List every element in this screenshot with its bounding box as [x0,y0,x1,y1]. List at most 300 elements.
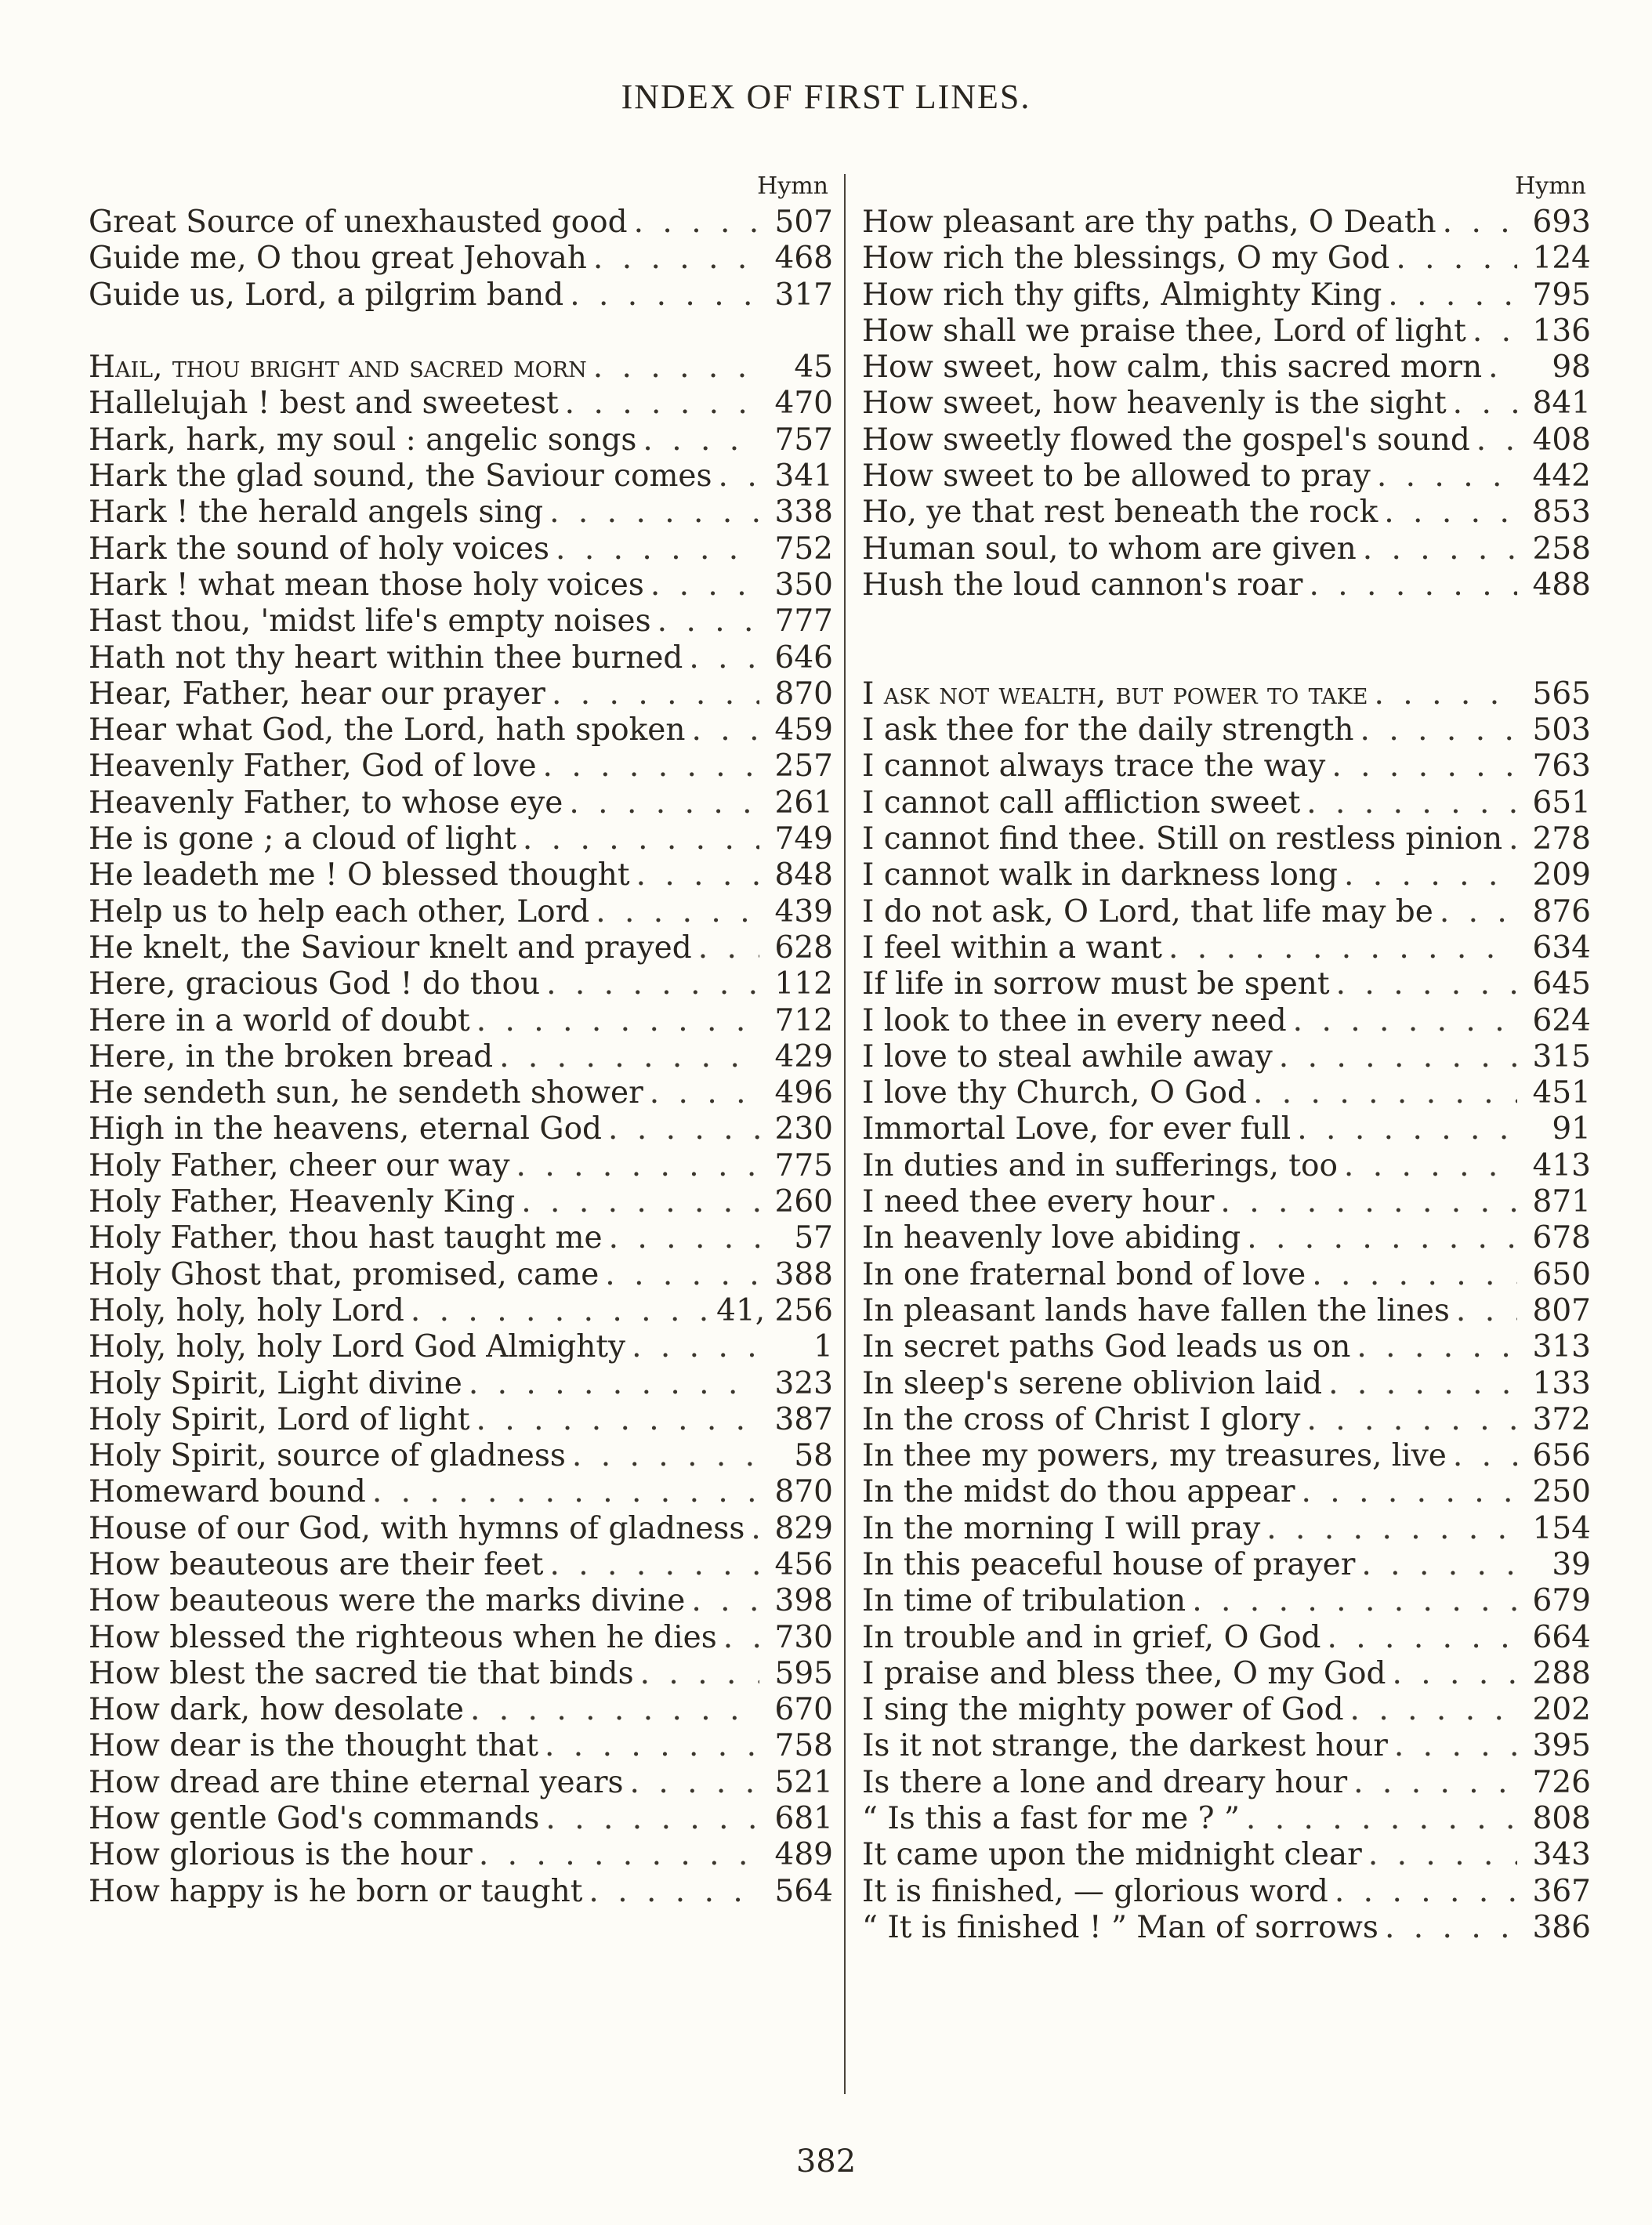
first-line-text: How happy is he born or taught [89,1873,583,1909]
hymn-number: 350 [774,567,833,603]
hymn-number: 338 [774,495,833,531]
hymn-number: 795 [1532,277,1591,313]
leader-dots [1247,1075,1517,1111]
first-line-text: Hark ! what mean those holy voices [89,567,644,603]
hymn-number: 278 [1532,821,1591,857]
first-line-text: Holy Father, thou hast taught me [89,1220,603,1256]
index-entry [89,1474,833,1510]
first-line-text: In one fraternal bond of love [862,1256,1306,1292]
first-line-text: Holy Spirit, Light divine [89,1365,462,1401]
first-line-text: Help us to help each other, Lord [89,893,590,929]
index-entry [89,930,833,966]
first-line-text: Holy Ghost that, promised, came [89,1256,600,1292]
leader-dots [493,1039,759,1075]
hymn-number: 656 [1532,1438,1591,1474]
hymn-number: 777 [774,603,833,640]
hymn-number: 45 [794,350,833,386]
hymn-number: 853 [1532,495,1591,531]
leader-dots [1214,1184,1517,1220]
first-line-text: I feel within a want [862,929,1162,966]
hymn-number: 752 [774,531,833,567]
leader-dots [470,1402,759,1438]
leader-dots [366,1474,759,1510]
hymn-number: 664 [1532,1619,1591,1655]
index-entry [862,386,1591,422]
index-entry [89,1148,833,1184]
index-entry [89,785,833,821]
hymn-number: 749 [774,821,833,857]
leader-dots [1362,1837,1517,1873]
first-line-text: Hallelujah ! best and sweetest [89,386,559,422]
first-line-text: In the midst do thou appear [862,1474,1295,1510]
first-line-text: How dear is the thought that [89,1728,539,1764]
hymn-number: 841 [1532,386,1591,422]
leader-dots [717,1620,759,1656]
first-line-text: How sweet to be allowed to pray [862,458,1371,495]
leader-dots [470,1003,759,1039]
first-line-text: Hush the loud cannon's roar [862,567,1303,603]
first-line-text: Human soul, to whom are given [862,531,1357,567]
hymn-number: 323 [774,1365,833,1401]
first-line-text: In duties and in sufferings, too [862,1147,1338,1183]
hymn-number: 451 [1532,1075,1591,1111]
first-line-text: Hark the glad sound, the Saviour comes [89,458,712,495]
index-entry [862,712,1591,748]
first-line-text: I cannot find thee. Still on restless pinion [862,821,1503,857]
index-entry [862,350,1591,386]
index-entry [89,277,833,313]
index-entry [862,857,1591,893]
index-entry [89,205,833,241]
hymn-number: 470 [774,386,833,422]
index-entry [89,1765,833,1801]
first-line-text: Heavenly Father, to whose eye [89,785,563,821]
first-line-text: How beauteous are their feet [89,1546,544,1582]
first-line-text: Guide me, O thou great Jehovah [89,241,587,277]
leader-dots [473,1837,759,1873]
hymn-number: 693 [1532,205,1591,240]
hymn-number: 408 [1532,422,1591,458]
hymn-number: 807 [1532,1292,1591,1328]
hymn-number: 124 [1532,241,1591,277]
index-entry [862,567,1591,603]
hymn-number: 456 [774,1546,833,1582]
leader-dots [624,1765,759,1801]
first-line-text: In thee my powers, my treasures, live [862,1438,1447,1474]
index-entry [862,495,1591,531]
first-line-text: Is it not strange, the darkest hour [862,1728,1388,1764]
index-entry [89,894,833,930]
index-entry [862,205,1591,241]
index-entry [89,1692,833,1728]
leader-dots [1378,1910,1517,1946]
leader-dots [1357,531,1517,567]
index-entry [89,350,833,386]
hymn-number: 758 [774,1728,833,1764]
leader-dots [1378,495,1517,531]
leader-dots [1186,1583,1517,1619]
first-line-text: I love to steal awhile away [862,1038,1273,1074]
hymn-number: 1 [813,1329,833,1365]
first-line-text: How blessed the righteous when he dies [89,1619,717,1655]
leader-dots [464,1692,759,1728]
first-line-text: Holy Spirit, Lord of light [89,1401,470,1437]
leader-dots [1450,1293,1517,1329]
hymn-number: 442 [1532,458,1591,495]
leader-dots [744,1511,759,1547]
leader-dots [1162,930,1517,966]
first-line-text: Immortal Love, for ever full [862,1111,1292,1147]
hymn-number: 808 [1532,1801,1591,1837]
index-entry [862,531,1591,567]
first-line-text: It came upon the midnight clear [862,1837,1362,1873]
index-entry [862,676,1591,712]
first-line-text: Holy Father, Heavenly King [89,1184,516,1220]
hymn-number: 91 [1552,1111,1591,1147]
hymn-number: 521 [774,1764,833,1800]
leader-dots [602,1111,759,1147]
first-line-text: Hath not thy heart within thee burned [89,640,683,676]
index-entry [89,1801,833,1837]
first-line-text: I cannot walk in darkness long [862,857,1338,893]
index-entry [89,1003,833,1039]
leader-dots [1466,313,1517,350]
first-line-text: How beauteous were the marks divine [89,1583,686,1619]
leader-dots [1447,386,1517,422]
leader-dots [1291,1111,1517,1147]
hymn-number: 57 [794,1220,833,1256]
first-line-text: How rich the blessings, O my God [862,241,1390,277]
leader-dots [1260,1511,1517,1547]
leader-dots [1330,966,1517,1002]
hymn-number: 209 [1532,857,1591,893]
hymn-number: 367 [1532,1873,1591,1909]
left-index-list [89,205,833,1910]
leader-dots [510,1148,759,1184]
index-entry [862,1366,1591,1402]
hymn-number: 507 [774,205,833,240]
hymn-number: 258 [1532,531,1591,567]
leader-dots [404,1293,712,1329]
index-entry [862,1837,1591,1873]
leader-dots [538,1728,759,1764]
leader-dots [1273,1039,1517,1075]
first-line-text: Holy, holy, holy Lord [89,1292,404,1328]
leader-dots [1325,748,1517,785]
index-entry [862,1910,1591,1946]
hymn-number: 260 [774,1184,833,1220]
first-line-text: High in the heavens, eternal God [89,1111,603,1147]
first-line-text: If life in sorrow must be spent [862,966,1330,1002]
index-entry [89,857,833,893]
index-entry [862,422,1591,458]
first-line-text: I sing the mighty power of God [862,1692,1344,1728]
leader-dots [1302,567,1517,603]
first-line-text: Guide us, Lord, a pilgrim band [89,277,564,313]
hymn-number: 645 [1532,966,1591,1002]
index-entry [89,1438,833,1474]
index-entry [89,1257,833,1293]
hymn-number: 726 [1532,1764,1591,1800]
leader-dots [1436,205,1517,241]
leader-dots [1386,1656,1517,1692]
hymn-number: 565 [1532,676,1591,712]
hymn-number: 870 [774,1474,833,1510]
index-entry [862,1111,1591,1147]
first-line-text: Holy, holy, holy Lord God Almighty [89,1329,626,1365]
first-line-text: I ask thee for the daily strength [862,712,1354,748]
index-entry [862,1511,1591,1547]
section-gap [862,603,1591,640]
hymn-number: 261 [774,785,833,821]
leader-dots [1306,1257,1517,1293]
first-line-text: I ask not wealth, but power to take [862,676,1368,712]
leader-dots [1287,1003,1517,1039]
hymn-number: 679 [1532,1583,1591,1619]
index-entry [89,748,833,785]
hymn-number: 429 [774,1038,833,1074]
index-entry [89,386,833,422]
hymn-number: 503 [1532,712,1591,748]
hymn-number: 468 [774,241,833,277]
index-entry [862,1656,1591,1692]
hymn-number: 651 [1532,785,1591,821]
first-line-text: In the morning I will pray [862,1510,1261,1546]
leader-dots [634,1656,759,1692]
hymn-number: 459 [774,712,833,748]
hymn-number: 39 [1552,1546,1591,1582]
leader-dots [1347,1765,1517,1801]
leader-dots [1389,241,1517,277]
index-entry [89,1293,833,1329]
first-line-text: Ho, ye that rest beneath the rock [862,495,1378,531]
hymn-number: 871 [1532,1184,1591,1220]
index-entry [862,458,1591,495]
hymn-number: 775 [774,1147,833,1183]
first-line-text: Hark ! the herald angels sing [89,495,544,531]
index-entry [862,930,1591,966]
section-gap [89,313,833,350]
index-entry [89,1039,833,1075]
index-entry [862,1728,1591,1764]
index-entry [89,1583,833,1619]
index-entry [862,785,1591,821]
hymn-number: 634 [1532,929,1591,966]
leader-dots [462,1366,759,1402]
leader-dots [628,205,759,241]
index-entry [89,676,833,712]
first-line-text: How pleasant are thy paths, O Death [862,205,1436,240]
first-line-text: Hark the sound of holy voices [89,531,550,567]
section-gap [862,640,1591,676]
leader-dots [1241,1220,1517,1256]
leader-dots [1344,1692,1517,1728]
hymn-number: 398 [774,1583,833,1619]
first-line-text: I do not ask, O Lord, that life may be [862,893,1433,929]
left-index-column [89,169,833,1910]
index-entry [862,241,1591,277]
hymn-number: 763 [1532,748,1591,785]
index-entry [862,1438,1591,1474]
first-line-text: How sweet, how calm, this sacred morn [862,350,1483,386]
hymn-number: 489 [774,1837,833,1873]
leader-dots [549,531,759,567]
first-line-text: In this peaceful house of prayer [862,1546,1356,1582]
leader-dots [563,277,759,313]
leader-dots [712,458,759,495]
leader-dots [625,1329,759,1365]
first-line-text: How dread are thine eternal years [89,1764,624,1800]
first-line-text: In pleasant lands have fallen the lines [862,1292,1450,1328]
hymn-number: 317 [774,277,833,313]
index-entry [89,1366,833,1402]
leader-dots [1482,350,1517,386]
hymn-number: 58 [794,1438,833,1474]
page-title: INDEX OF FIRST LINES. [621,78,1031,116]
hymn-number: 595 [774,1655,833,1691]
leader-dots [1328,1874,1517,1910]
first-line-text: How gentle God's commands [89,1801,540,1837]
hymn-number: 876 [1532,893,1591,929]
leader-dots [543,1547,759,1583]
index-entry [862,313,1591,350]
index-entry [89,1402,833,1438]
leader-dots [1368,676,1517,712]
first-line-text: Here, gracious God ! do thou [89,966,541,1002]
hymn-number: 154 [1532,1510,1591,1546]
right-index-list [862,205,1591,1946]
hymn-number: 202 [1532,1692,1591,1728]
hymn-number: 136 [1532,313,1591,349]
first-line-text: Hark, hark, my soul : angelic songs [89,422,637,458]
leader-dots [1300,785,1517,821]
leader-dots [603,1220,759,1256]
first-line-text: Holy Father, cheer our way [89,1147,510,1183]
index-entry [862,894,1591,930]
first-line-text: How dark, how desolate [89,1692,464,1728]
index-entry [89,821,833,857]
first-line-text: I praise and bless thee, O my God [862,1655,1386,1691]
first-line-text: Hear, Father, hear our prayer [89,676,545,712]
leader-dots [1321,1620,1517,1656]
hymn-number: 133 [1532,1365,1591,1401]
leader-dots [599,1257,759,1293]
leader-dots [1388,1728,1517,1764]
leader-dots [686,712,760,748]
leader-dots [1433,894,1517,930]
first-line-text: Homeward bound [89,1474,366,1510]
hymn-number: 646 [774,640,833,676]
first-line-text: How shall we praise thee, Lord of light [862,313,1466,349]
first-line-text: I need thee every hour [862,1184,1215,1220]
hymn-number: 757 [774,422,833,458]
index-entry [862,1583,1591,1619]
hymn-number: 230 [774,1111,833,1147]
leader-dots [692,930,759,966]
first-line-text: Here in a world of doubt [89,1002,470,1038]
leader-dots [1350,1329,1517,1365]
first-line-text: In heavenly love abiding [862,1220,1241,1256]
index-entry [89,422,833,458]
leader-dots [1338,857,1517,893]
hymn-number: 41, 256 [716,1292,833,1328]
index-entry [89,1511,833,1547]
first-line-text: He sendeth sun, he sendeth shower [89,1075,643,1111]
first-line-text: I look to thee in every need [862,1002,1287,1038]
leader-dots [516,821,759,857]
first-line-text: I cannot always trace the way [862,748,1326,785]
index-entry [89,531,833,567]
leader-dots [1354,712,1517,748]
leader-dots [539,1801,759,1837]
first-line-text: House of our God, with hymns of gladness [89,1510,745,1546]
index-entry [89,1111,833,1147]
hymn-number: 848 [774,857,833,893]
first-line-text: Holy Spirit, source of gladness [89,1438,566,1474]
first-line-text: Is there a lone and dreary hour [862,1764,1348,1800]
first-line-text: He is gone ; a cloud of light [89,821,516,857]
first-line-text: How rich thy gifts, Almighty King [862,277,1382,313]
index-entry [862,1039,1591,1075]
first-line-text: In trouble and in grief, O God [862,1619,1321,1655]
index-entry [89,1547,833,1583]
first-line-text: Great Source of unexhausted good [89,205,628,240]
index-entry [89,640,833,676]
first-line-text: Hail, thou bright and sacred morn [89,350,587,386]
leader-dots [1502,821,1517,857]
leader-dots [1382,277,1517,313]
index-entry [89,1620,833,1656]
leader-dots [515,1184,759,1220]
leader-dots [537,748,759,785]
leader-dots [1447,1438,1517,1474]
index-entry [89,1874,833,1910]
index-entry [89,712,833,748]
index-entry [862,1474,1591,1510]
hymn-number: 413 [1532,1147,1591,1183]
hymn-number: 386 [1532,1909,1591,1945]
leader-dots [543,495,759,531]
index-entry [862,1547,1591,1583]
leader-dots [1300,1402,1517,1438]
leader-dots [636,422,759,458]
hymn-number: 288 [1532,1655,1591,1691]
hymn-number: 650 [1532,1256,1591,1292]
index-entry [862,1402,1591,1438]
index-entry [89,495,833,531]
hymn-number: 681 [774,1801,833,1837]
leader-dots [589,894,759,930]
leader-dots [1355,1547,1517,1583]
hymn-column-header: Hymn [757,172,828,200]
hymn-number: 670 [774,1692,833,1728]
index-entry [89,1329,833,1365]
leader-dots [1338,1148,1517,1184]
hymn-number: 395 [1532,1728,1591,1764]
index-entry [89,1728,833,1764]
leader-dots [587,241,759,277]
hymn-number: 624 [1532,1002,1591,1038]
leader-dots [643,1075,759,1111]
index-entry [862,1801,1591,1837]
index-entry [862,1220,1591,1256]
leader-dots [685,1583,759,1619]
hymn-number: 343 [1532,1837,1591,1873]
hymn-number: 829 [774,1510,833,1546]
leader-dots [1295,1474,1517,1510]
first-line-text: Hast thou, 'midst life's empty noises [89,603,651,640]
leader-dots [1322,1366,1517,1402]
